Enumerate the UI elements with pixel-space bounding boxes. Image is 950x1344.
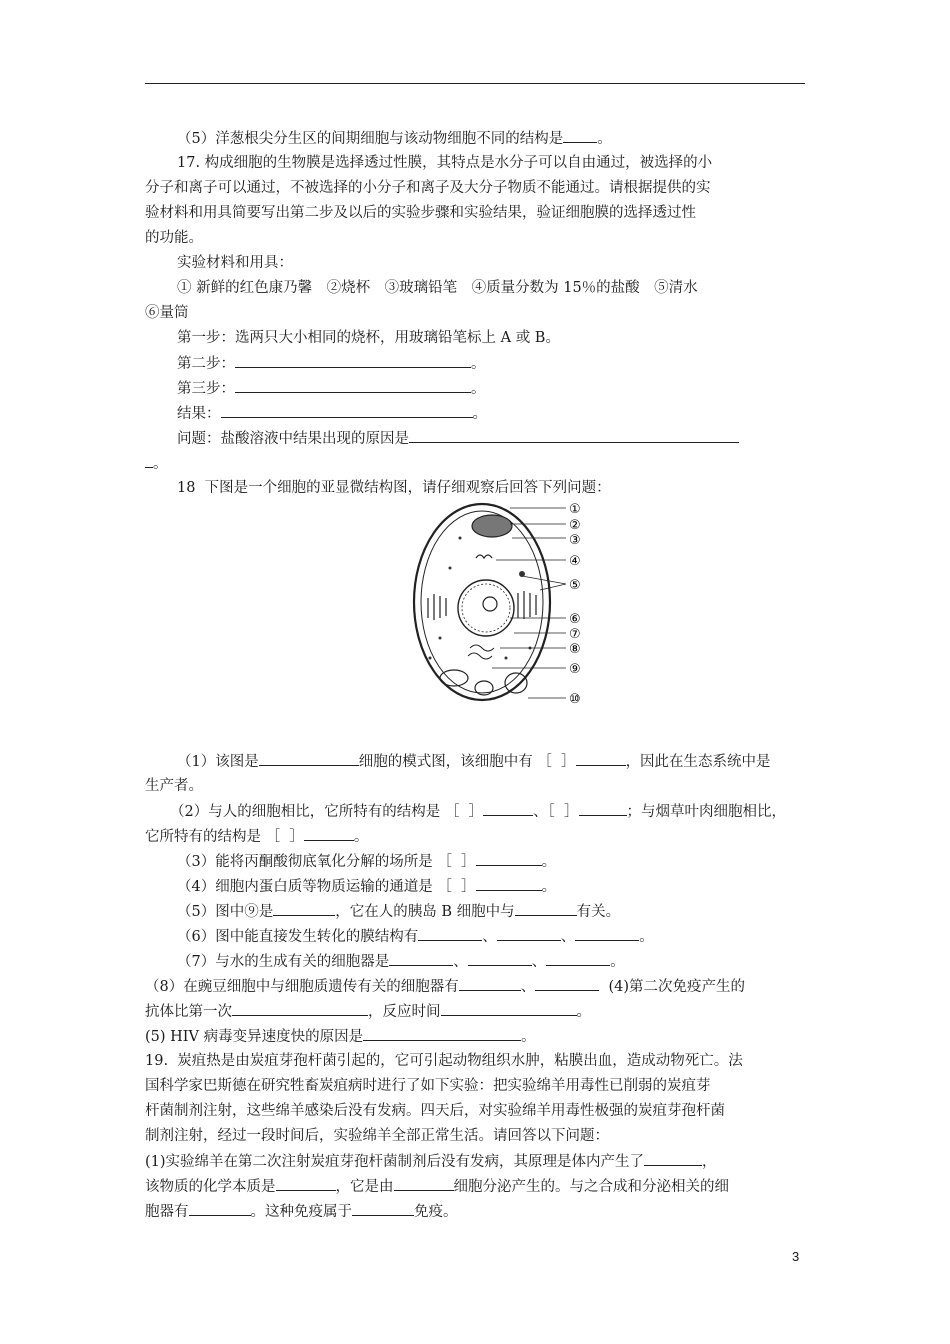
page-number: 3 [792, 1249, 800, 1264]
label-6: ⑥ [569, 612, 581, 627]
q18-p9: (5) HIV 病毒变异速度快的原因是 。 [145, 1026, 536, 1047]
q17-step3: 第三步： 。 [177, 378, 486, 399]
q17-question-end: 。 [145, 453, 168, 474]
q18-title: 18 下图是一个细胞的亚显微结构图，请仔细观察后回答下列问题： [177, 480, 611, 496]
label-1: ① [569, 502, 581, 517]
label-9: ⑨ [569, 662, 581, 677]
q17-line-4: 的功能。 [145, 230, 203, 246]
q18-p1-cont: 生产者。 [145, 778, 203, 794]
q17-line-2: 分子和离子可以通过，不被选择的小分子和离子及大分子物质不能通过。请根据提供的实 [145, 180, 711, 196]
q17-materials-title: 实验材料和用具： [177, 255, 293, 271]
q16-part5: （5）洋葱根尖分生区的间期细胞与该动物细胞不同的结构是 。 [177, 128, 612, 149]
label-10: ⑩ [569, 692, 581, 707]
plant-cell-diagram [410, 498, 590, 716]
header-rule [145, 83, 805, 84]
label-5: ⑤ [569, 578, 581, 593]
q18-p8: （8）在豌豆细胞中与细胞质遗传有关的细胞器有 、 (4)第二次免疫产生的 [145, 976, 745, 997]
q19-line-1: 19. 炭疽热是由炭疽芽孢杆菌引起的，它可引起动物组织水肿，粘膜出血，造成动物死亡。法 [145, 1053, 743, 1069]
q17-step2: 第二步： 。 [177, 353, 486, 374]
label-2: ② [569, 518, 581, 533]
q18-p8-cont: 抗体比第一次 ，反应时间 。 [145, 1001, 591, 1022]
label-8: ⑧ [569, 642, 581, 657]
q18-p2: （2）与人的细胞相比，它所特有的结构是 ［ ］ 、［ ］ ；与烟草叶肉细胞相比， [170, 801, 786, 822]
q19-line-3: 杆菌制剂注射，这些绵羊感染后没有发病。四天后，对实验绵羊用毒性极强的炭疽芽孢杆菌 [145, 1103, 725, 1119]
q19-line-4: 制剂注射，经过一段时间后，实验绵羊全部正常生活。请回答以下问题： [145, 1128, 609, 1144]
q17-step1: 第一步：选两只大小相同的烧杯，用玻璃铅笔标上 A 或 B。 [177, 330, 560, 346]
label-3: ③ [569, 533, 581, 548]
q19-line-5: (1)实验绵羊在第二次注射炭疽芽孢杆菌制剂后没有发病，其原理是体内产生了 ， [145, 1151, 717, 1172]
label-4: ④ [569, 554, 581, 569]
q18-p6: （6）图中能直接发生转化的膜结构有 、 、 。 [177, 926, 654, 947]
q17-question: 问题：盐酸溶液中结果出现的原因是 [177, 428, 739, 449]
q19-line-7: 胞器有 。这种免疫属于 免疫。 [145, 1201, 458, 1222]
label-7: ⑦ [569, 627, 581, 642]
q17-line-1: 17. 构成细胞的生物膜是选择透过性膜，其特点是水分子可以自由通过，被选择的小 [177, 155, 713, 171]
q18-p3: （3）能将丙酮酸彻底氧化分解的场所是 ［ ］ 。 [177, 851, 556, 872]
q18-p4: （4）细胞内蛋白质等物质运输的通道是 ［ ］ 。 [177, 876, 556, 897]
q17-materials-2: ⑥量筒 [145, 305, 189, 321]
q17-line-3: 验材料和用具简要写出第二步及以后的实验步骤和实验结果，验证细胞膜的选择透过性 [145, 205, 696, 221]
q17-materials-1: ① 新鲜的红色康乃馨 ②烧杯 ③玻璃铅笔 ④质量分数为 15％的盐酸 ⑤清水 [177, 280, 698, 296]
q19-line-2: 国科学家巴斯德在研究牲畜炭疽病时进行了如下实验：把实验绵羊用毒性已削弱的炭疽芽 [145, 1078, 711, 1094]
q18-p1: （1）该图是 细胞的模式图，该细胞中有 ［ ］ ，因此在生态系统中是 [177, 751, 771, 772]
q19-line-6: 该物质的化学本质是 ，它是由 细胞分泌产生的。与之合成和分泌相关的细 [145, 1176, 729, 1197]
q18-p5: （5）图中⑨是 ，它在人的胰岛 B 细胞中与 有关。 [177, 901, 620, 922]
q18-p7: （7）与水的生成有关的细胞器是 、 、 。 [177, 951, 625, 972]
q18-p2-cont: 它所特有的结构是 ［ ］ 。 [145, 826, 368, 847]
q17-result: 结果： 。 [177, 403, 487, 424]
